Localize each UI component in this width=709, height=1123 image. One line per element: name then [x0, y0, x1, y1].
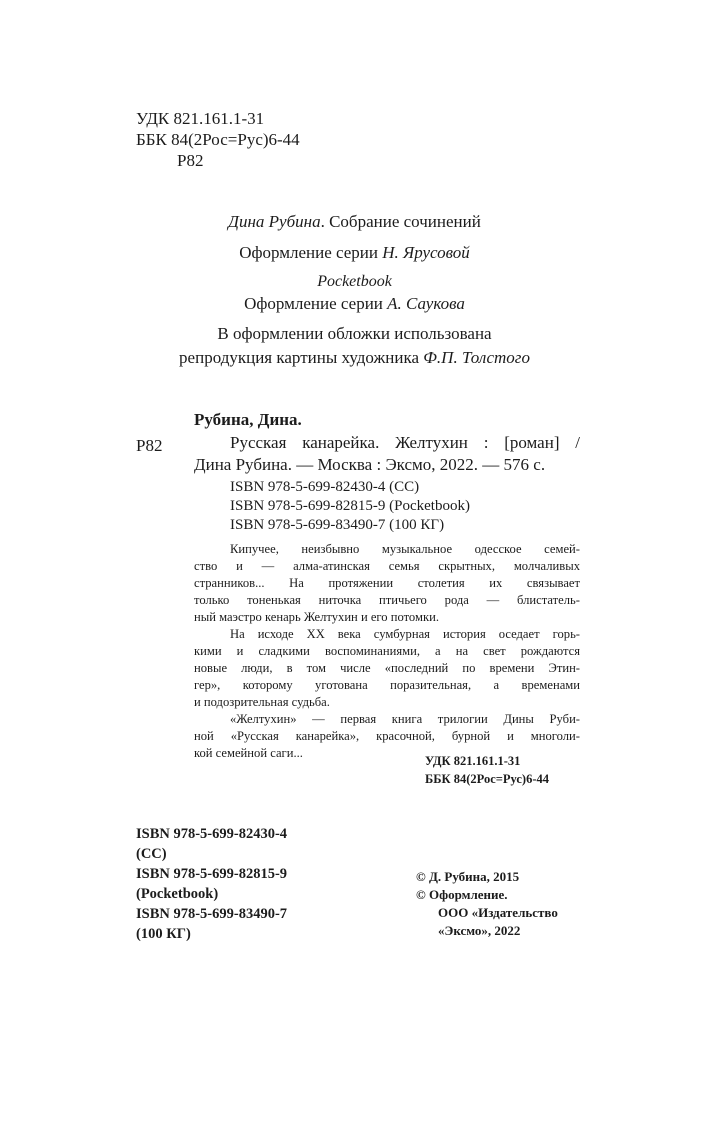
cover-artist: Ф.П. Толстого: [423, 348, 530, 367]
classification-block: [136, 108, 300, 171]
cover-credit-line-1: В оформлении обложки использована: [217, 324, 492, 343]
design-credit: [0, 239, 709, 266]
annotation-line: «Желтухин» — первая книга трилогии Дины Руби-: [230, 712, 580, 726]
bib-line-2: Дина Рубина. — Москва : Эксмо, 2022. — 576 с.: [194, 455, 546, 474]
udk-code-bottom: УДК 821.161.1-31: [425, 754, 521, 768]
annotation-line: кой семейной саги...: [194, 746, 303, 760]
annotation-line: новые люди, в том числе «последний по времени Этин-: [194, 661, 580, 675]
isbn-line: ISBN 978-5-699-82430-4 (CC): [230, 479, 420, 495]
classification-bottom: [425, 752, 549, 788]
isbn-block-line: (100 КГ): [136, 926, 191, 942]
isbn-block-line: ISBN 978-5-699-83490-7: [136, 906, 288, 922]
copyright-block: [416, 868, 558, 940]
bibliographic-record: [194, 432, 580, 476]
annotation-line: Кипучее, неизбывно музыкальное одесское семей-: [230, 542, 580, 556]
series-title: . Собрание сочинений: [320, 212, 481, 231]
copyright-design: © Оформление.: [416, 887, 508, 902]
cover-credit-prefix: репродукция картины художника: [179, 348, 419, 367]
series-author: Дина Рубина: [228, 212, 321, 231]
annotation-line: только тоненькая ниточка птичьего рода — блистатель-: [194, 593, 580, 607]
designer-name: Н. Ярусовой: [382, 243, 470, 262]
isbn-block-line: (Pocketbook): [136, 886, 219, 902]
copyright-publisher-year: «Эксмо», 2022: [438, 923, 521, 938]
isbn-block-line: ISBN 978-5-699-82430-4: [136, 826, 288, 842]
bib-author-code: Р82: [136, 436, 163, 455]
annotation: [194, 541, 580, 762]
annotation-line: гер», которому уготована поразительная, а временами: [194, 678, 580, 692]
isbn-line: ISBN 978-5-699-83490-7 (100 КГ): [230, 517, 445, 533]
cover-credit-line-2: [0, 344, 709, 371]
annotation-paragraph: [194, 541, 580, 626]
annotation-line: и подозрительная судьба.: [194, 695, 330, 709]
udk-code: УДК 821.161.1-31: [136, 109, 265, 128]
author-code: Р82: [177, 151, 204, 170]
isbn-block: [136, 824, 287, 944]
annotation-paragraph: [194, 626, 580, 711]
design-credit-2: [0, 290, 709, 317]
bbk-code-bottom: ББК 84(2Рос=Рус)6-44: [425, 772, 549, 786]
designer-name-2: А. Саукова: [387, 294, 465, 313]
annotation-line: ный маэстро кенарь Желтухин и его потомки.: [194, 610, 439, 624]
bbk-code: ББК 84(2Рос=Рус)6-44: [136, 130, 300, 149]
annotation-line: ной «Русская канарейка», красочной, бурной и многоли-: [194, 729, 580, 743]
isbn-block-line: (CC): [136, 846, 167, 862]
annotation-line: ство и — алма-атинская семья скрытных, молчаливых: [194, 559, 580, 573]
design-label-2: Оформление серии: [244, 294, 383, 313]
pocketbook-text: Pocketbook: [317, 273, 392, 290]
annotation-line: странников... На протяжении столетия их связывает: [194, 576, 580, 590]
bib-line-1: Русская канарейка. Желтухин : [роман] /: [230, 433, 580, 452]
annotation-line: кими и сладкими воспоминаниями, а на свет рождаются: [194, 644, 580, 658]
series-credit: [0, 208, 709, 235]
isbn-list: [230, 478, 470, 535]
author-heading: Рубина, Дина.: [194, 410, 302, 429]
annotation-line: На исходе XX века сумбурная история оседает горь-: [230, 627, 580, 641]
copyright-author: © Д. Рубина, 2015: [416, 869, 520, 884]
copyright-publisher: ООО «Издательство: [438, 905, 558, 920]
isbn-line: ISBN 978-5-699-82815-9 (Pocketbook): [230, 498, 470, 514]
design-label: Оформление серии: [239, 243, 378, 262]
isbn-block-line: ISBN 978-5-699-82815-9: [136, 866, 288, 882]
